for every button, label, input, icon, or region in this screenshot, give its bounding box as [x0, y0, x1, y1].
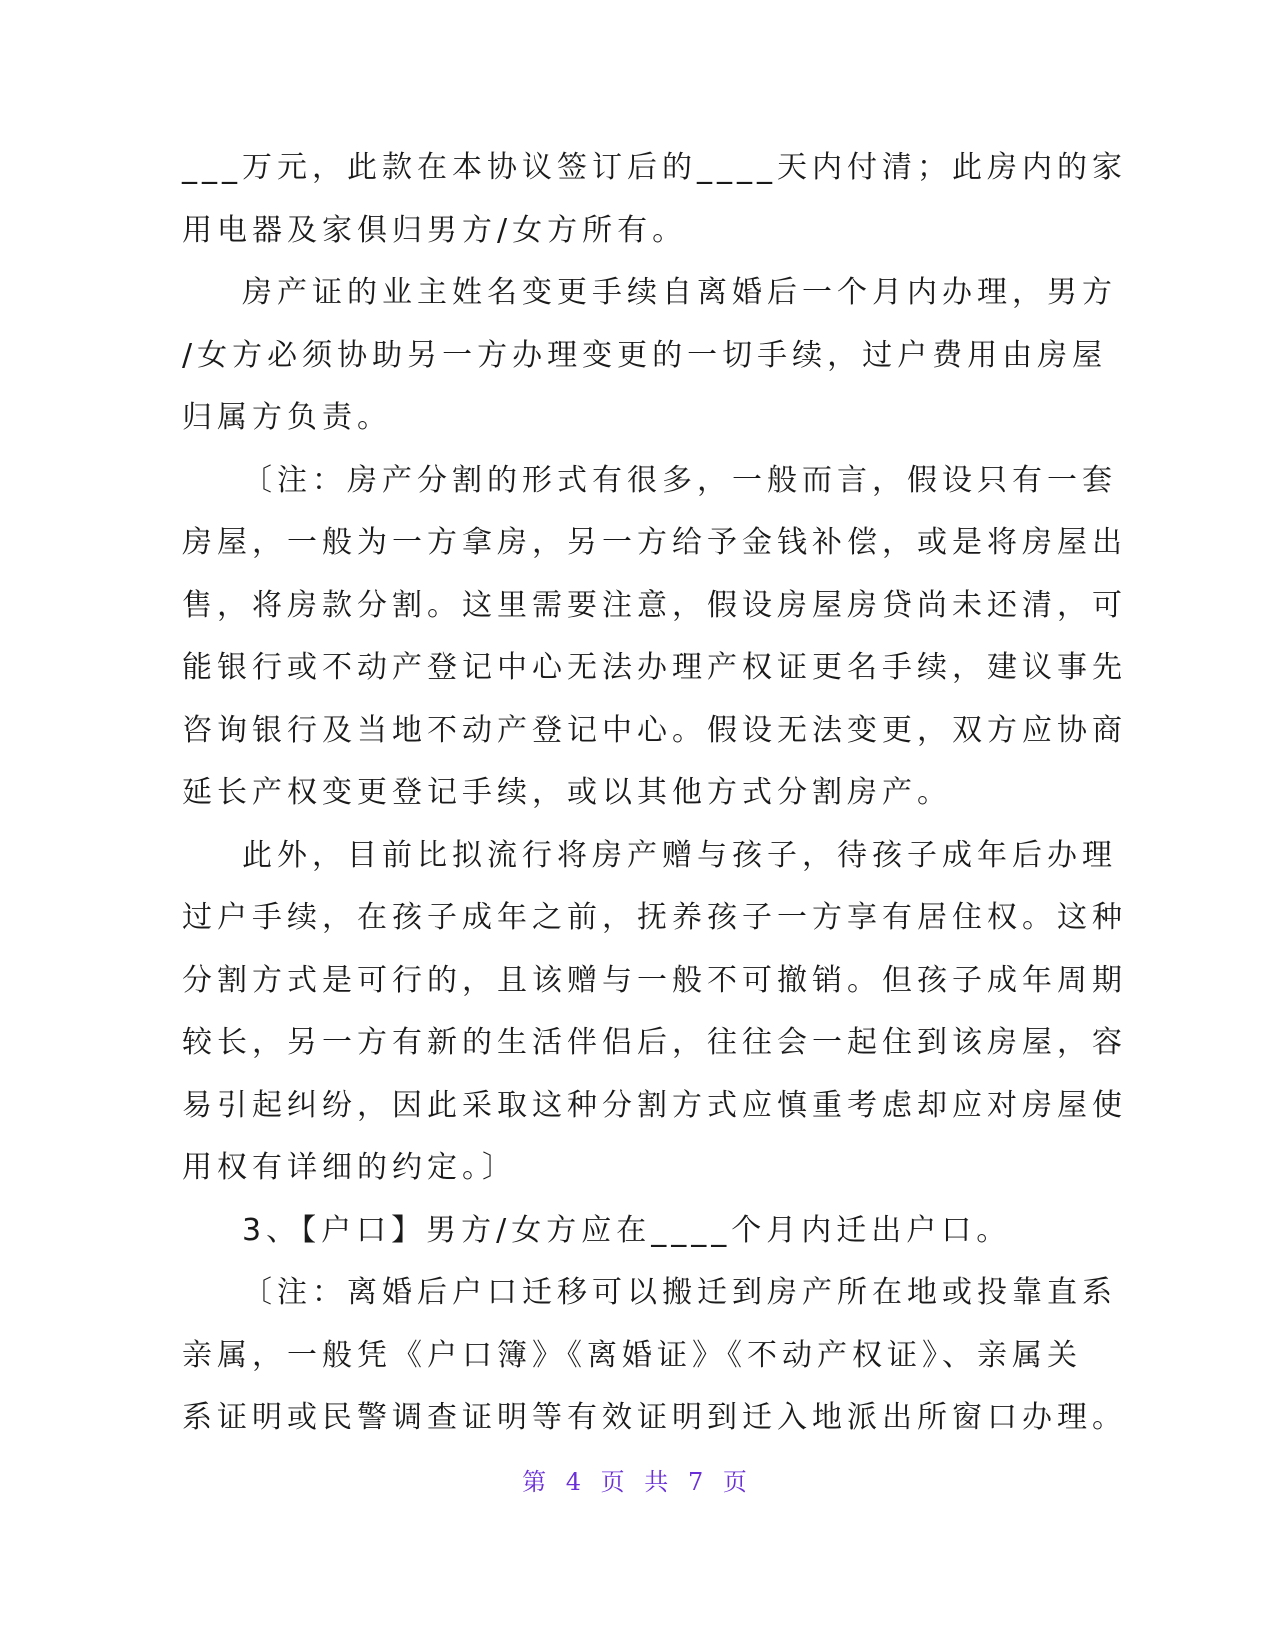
- text-line: 此外，目前比拟流行将房产赠与孩子，待孩子成年后办理: [242, 837, 1117, 873]
- page-number-text: 第 4 页 共 7 页: [522, 1468, 753, 1496]
- text-line: 归属方负责。: [182, 400, 392, 435]
- document-body: [182, 137, 1127, 1450]
- text-line: ___万元，此款在本协议签订后的____天内付清；此房内的家: [182, 150, 1127, 185]
- paragraph-payment: [182, 137, 1127, 262]
- text-line: 用电器及家俱归男方/女方所有。: [182, 212, 688, 248]
- text-line: 售，将房款分割。这里需要注意，假设房屋房贷尚未还清，可: [182, 587, 1127, 623]
- text-line: 用权有详细的约定。〕: [182, 1150, 517, 1185]
- paragraph-hukou: [182, 1200, 1050, 1263]
- page-number-footer: [0, 1462, 1275, 1497]
- text-line: 能银行或不动产登记中心无法办理产权证更名手续，建议事先: [182, 650, 1127, 685]
- text-line: 咨询银行及当地不动产登记中心。假设无法变更，双方应协商: [182, 712, 1127, 748]
- text-line: 系证明或民警调查证明等有效证明到迁入地派出所窗口办理。: [182, 1400, 1127, 1435]
- text-line: 亲属，一般凭《户口簿》《离婚证》《不动产权证》、亲属关: [182, 1337, 1082, 1373]
- text-line: 〔注：房产分割的形式有很多，一般而言，假设只有一套: [242, 462, 1117, 498]
- paragraph-title-change: [182, 262, 1117, 450]
- paragraph-gift-note: [182, 825, 1127, 1200]
- text-line: 3、【户口】男方/女方应在____个月内迁出户口。: [242, 1212, 1012, 1248]
- text-line: 较长，另一方有新的生活伴侣后，往往会一起住到该房屋，容: [182, 1025, 1127, 1060]
- text-line: 房产证的业主姓名变更手续自离婚后一个月内办理，男方: [242, 275, 1117, 310]
- text-line: /女方必须协助另一方办理变更的一切手续，过户费用由房屋: [182, 337, 1108, 373]
- text-line: 分割方式是可行的，且该赠与一般不可撤销。但孩子成年周期: [182, 962, 1127, 998]
- text-line: 易引起纠纷，因此采取这种分割方式应慎重考虑却应对房屋使: [182, 1087, 1127, 1123]
- text-line: 房屋，一般为一方拿房，另一方给予金钱补偿，或是将房屋出: [182, 525, 1127, 560]
- text-line: 过户手续，在孩子成年之前，抚养孩子一方享有居住权。这种: [182, 900, 1127, 935]
- paragraph-property-note: [182, 450, 1127, 825]
- paragraph-hukou-note: [182, 1262, 1127, 1450]
- text-line: 〔注：离婚后户口迁移可以搬迁到房产所在地或投靠直系: [242, 1275, 1117, 1310]
- text-line: 延长产权变更登记手续，或以其他方式分割房产。: [182, 775, 952, 810]
